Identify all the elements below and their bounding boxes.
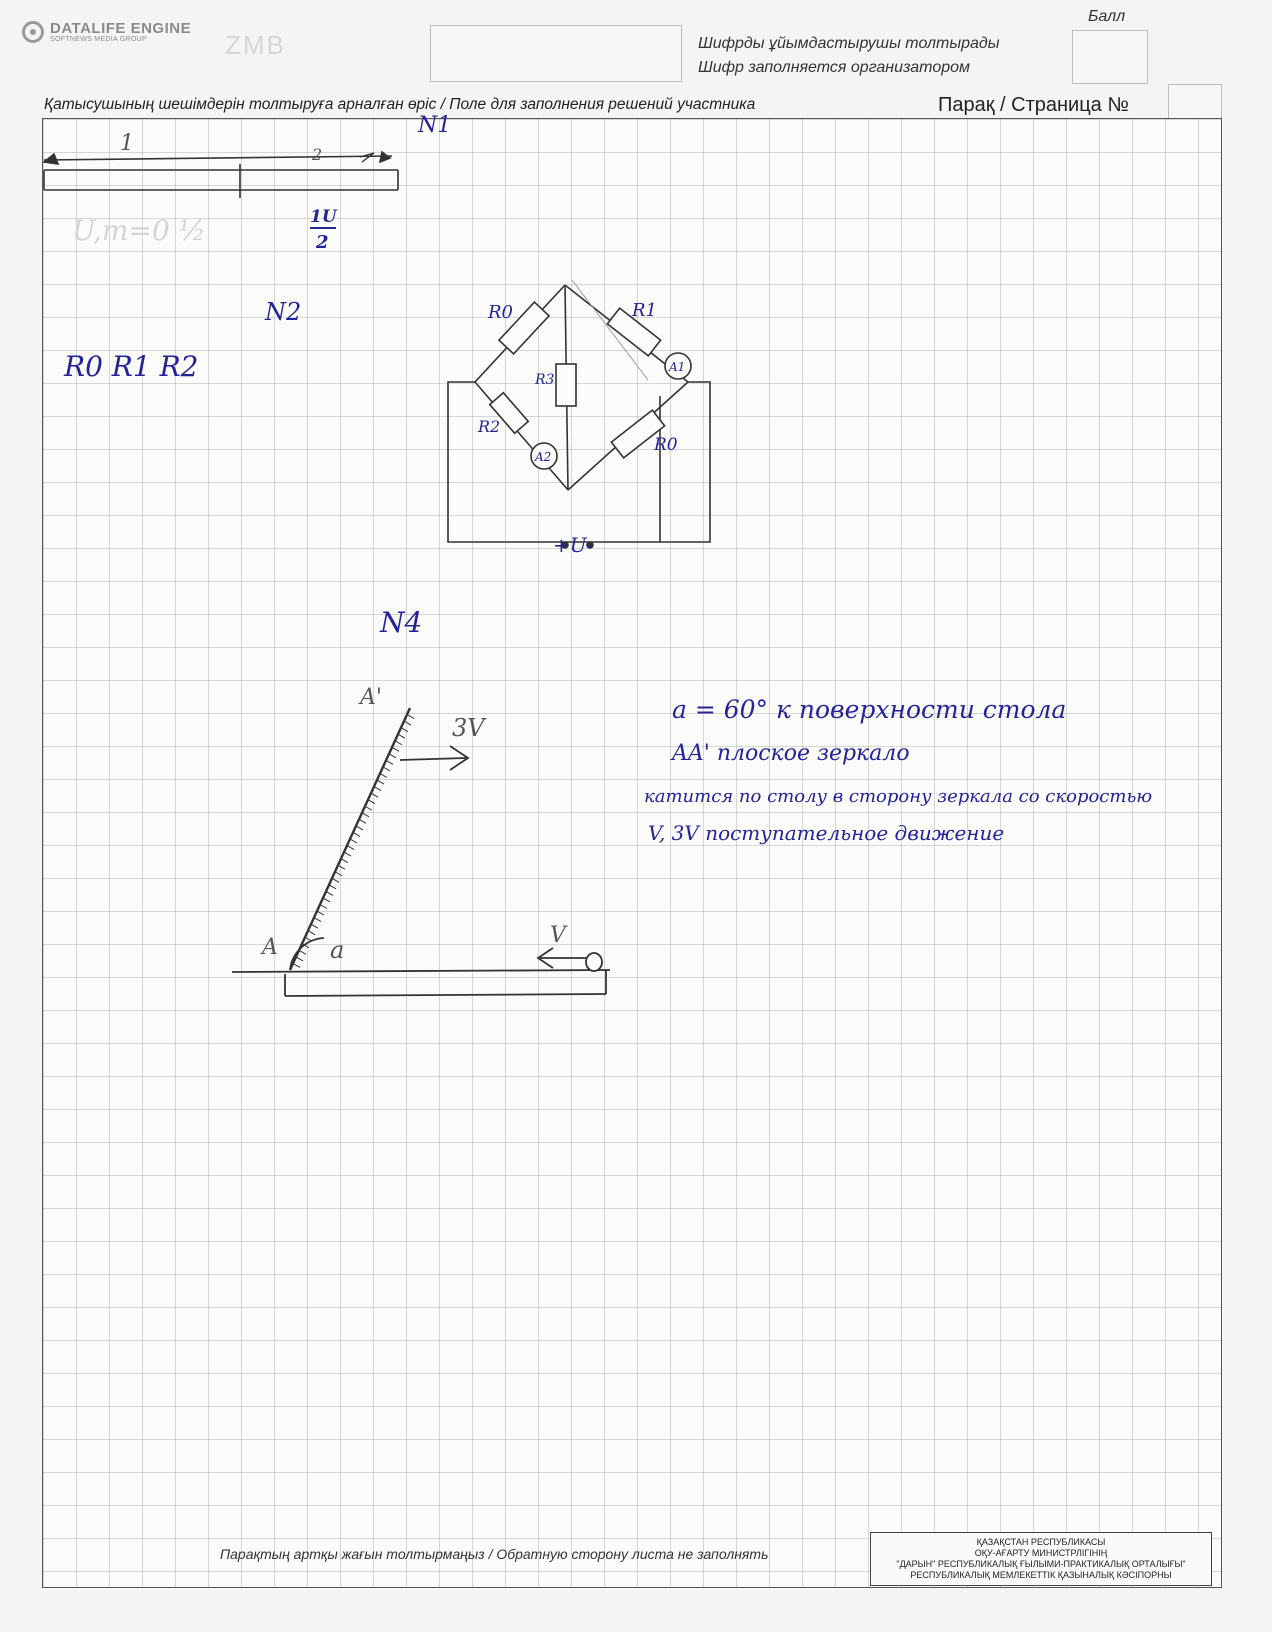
organizer-note-kz: Шифрды ұйымдастырушы толтырады	[698, 35, 1000, 52]
organization-stamp	[870, 1532, 1212, 1586]
label-object-velocity: V	[550, 923, 566, 948]
label-r2: R2	[478, 417, 501, 436]
label-r3: R3	[535, 372, 555, 388]
problem1-seg1-label: 1	[120, 131, 134, 156]
label-alpha: a	[330, 936, 345, 964]
problem4-note-2: AA' плоское зеркало	[672, 741, 910, 766]
ghost-text: ZMB	[225, 30, 286, 60]
label-r1: R1	[632, 300, 658, 321]
label-r0-top: R0	[488, 302, 514, 323]
label-mirror-velocity: 3V	[452, 714, 485, 742]
stamp-line: РЕСПУБЛИКАЛЫҚ МЕМЛЕКЕТТІК ҚАЗЫНАЛЫҚ КӘСІПОРНЫ	[910, 1570, 1172, 1580]
problem1-number: N1	[418, 113, 452, 138]
problem1-fraction-numerator: 1U	[310, 207, 337, 227]
watermark-subtitle: SOFTNEWS MEDIA GROUP	[50, 35, 148, 43]
solution-field-label: Қатысушының шешімдерін толтыруға арналған өріс / Поле для заполнения решений участника	[44, 96, 756, 113]
label-voltage-source: +U-	[553, 533, 594, 557]
page-number-label: Парақ / Страница №	[938, 94, 1129, 116]
problem4-note-4: V, 3V поступательное движение	[648, 821, 1005, 845]
label-ammeter-2: A2	[535, 450, 552, 464]
label-ammeter-1: A1	[669, 360, 686, 374]
watermark-title: DATALIFE ENGINE	[50, 20, 192, 37]
problem2-resistor-list: R0 R1 R2	[64, 350, 199, 383]
problem4-note-1: a = 60° к поверхности стола	[672, 695, 1067, 724]
stamp-line: "ДАРЫН" РЕСПУБЛИКАЛЫҚ ҒЫЛЫМИ-ПРАКТИКАЛЫҚ ОРТАЛЫҒЫ"	[896, 1559, 1186, 1569]
stamp-line: ОҚУ-АҒАРТУ МИНИСТРЛІГІНІҢ	[974, 1548, 1108, 1558]
footer-note: Парақтың артқы жағын толтырмаңыз / Обратную сторону листа не заполнять	[220, 1546, 769, 1562]
label-a-prime: A'	[360, 685, 382, 710]
problem4-number: N4	[380, 606, 423, 639]
problem4-note-3: катится по столу в сторону зеркала со скоростью	[644, 786, 1153, 807]
mirror-diagram	[232, 708, 610, 996]
problem1-faint-note: U,m=0 ½	[72, 214, 206, 247]
mirror-hatching	[293, 715, 414, 968]
problem1-fraction-denominator: 2	[316, 232, 329, 253]
label-a: A	[262, 935, 278, 960]
organizer-note-ru: Шифр заполняется организатором	[698, 59, 970, 76]
score-label: Балл	[1088, 8, 1126, 25]
problem2-number: N2	[265, 298, 302, 326]
problem1-seg2-label: 2	[312, 145, 323, 164]
label-r0-bottom: R0	[654, 435, 678, 455]
stamp-line: ҚАЗАҚСТАН РЕСПУБЛИКАСЫ	[976, 1537, 1106, 1547]
